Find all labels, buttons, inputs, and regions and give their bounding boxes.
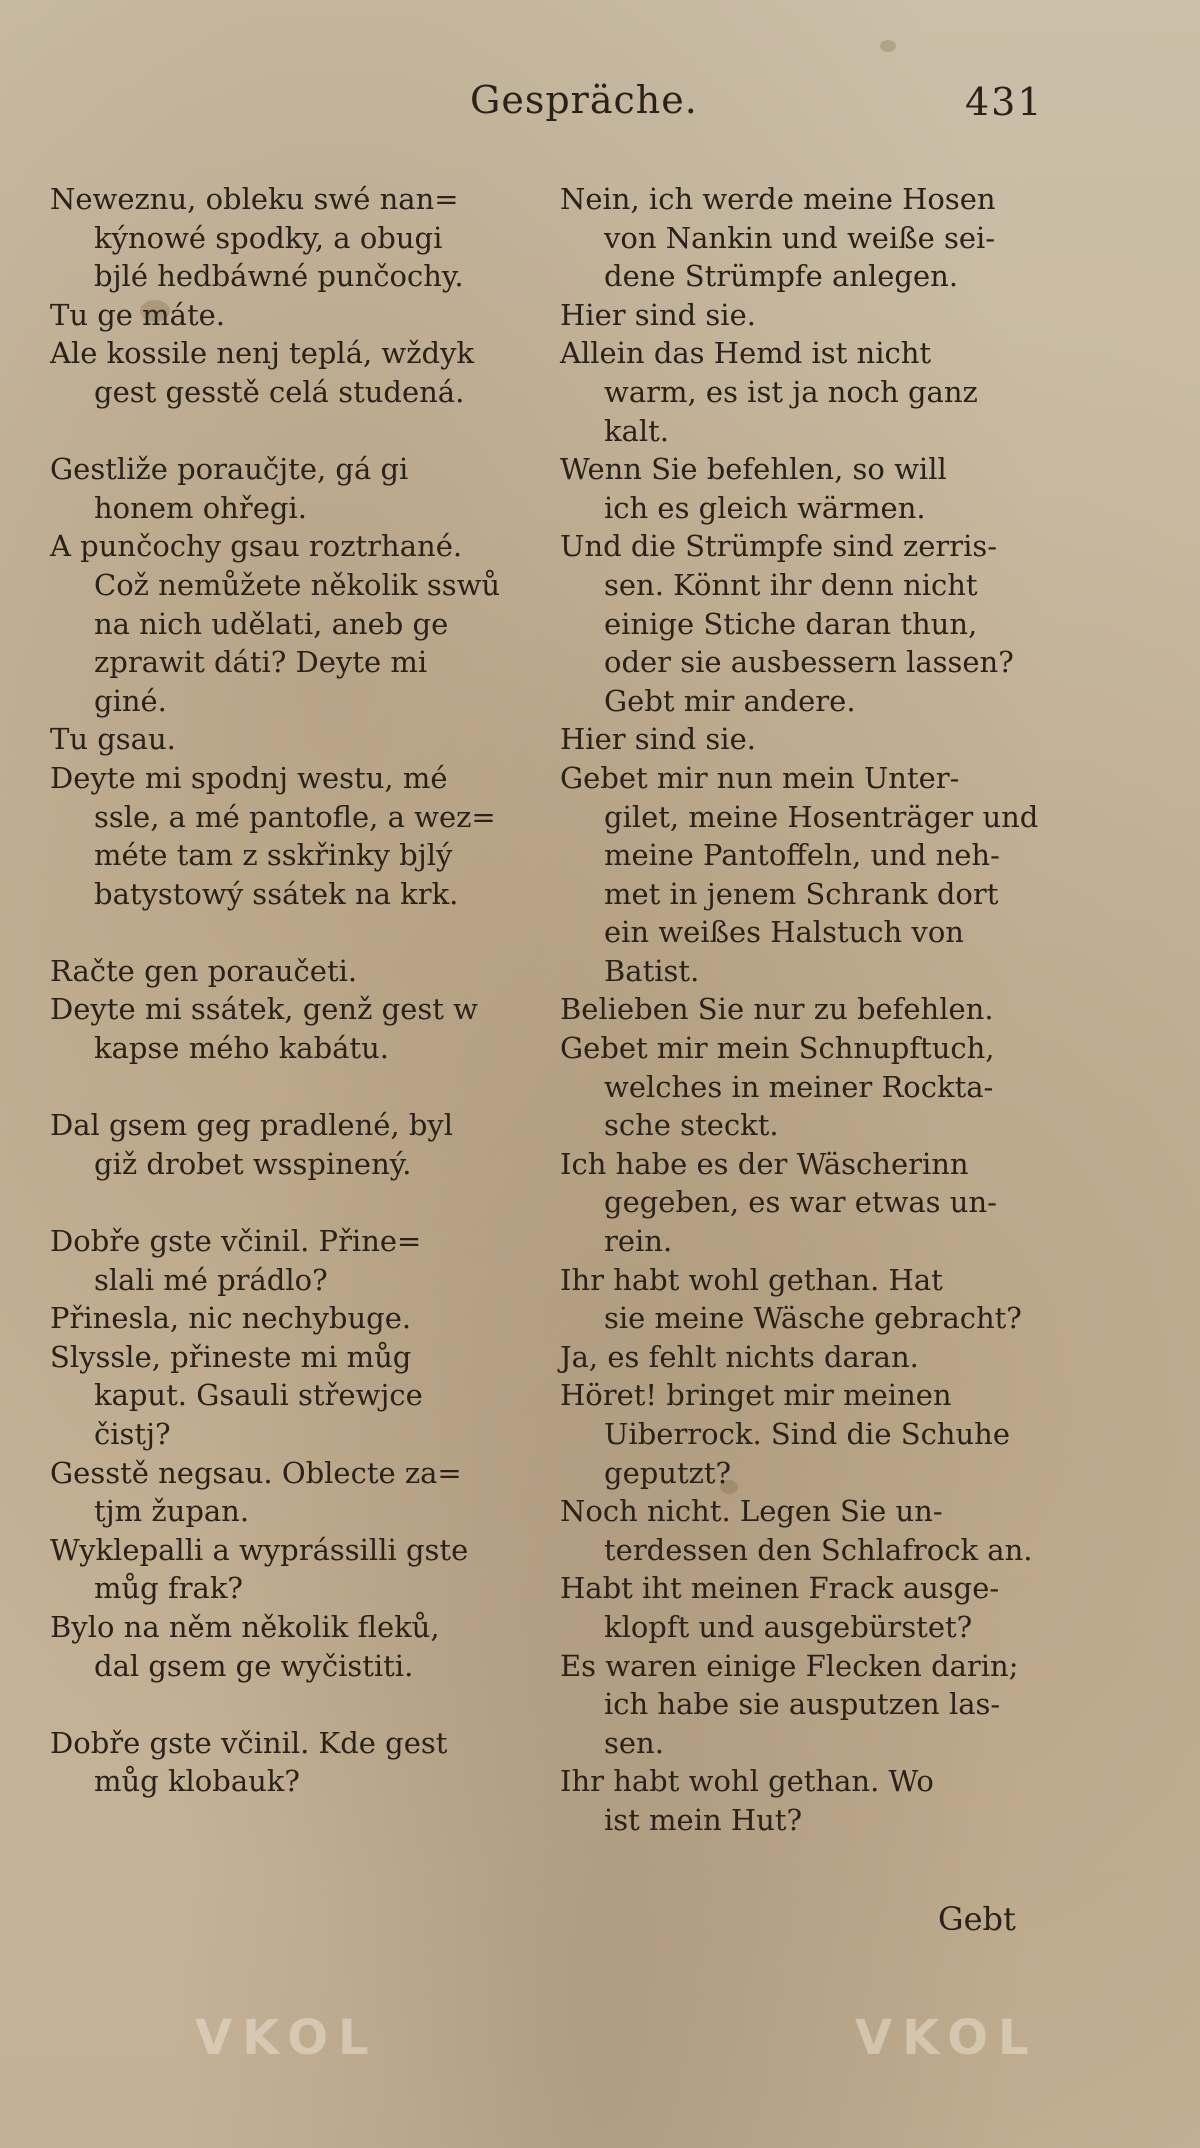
catchword: Gebt — [938, 1900, 1016, 1938]
right-text-line: Nein, ich werde meine Hosen — [560, 182, 996, 216]
left-text-line — [50, 1183, 558, 1222]
right-text-line: ich habe sie ausputzen las- — [604, 1687, 1001, 1722]
left-text-line: Dal gsem geg pradlené, byl — [50, 1108, 454, 1143]
left-text-line: Gestliže poraučjte, gá gi — [50, 452, 409, 487]
left-text-line: Což nemůžete několik sswů — [94, 567, 501, 602]
left-text-line: méte tam z sskřinky bjlý — [94, 838, 453, 873]
right-text-line: gegeben, es war etwas un- — [604, 1185, 997, 1220]
right-text-line: sche steckt. — [604, 1108, 779, 1143]
running-title: Gespräche. — [470, 78, 698, 122]
left-text-line: Bylo na něm několik fleků, — [50, 1609, 440, 1644]
right-text-line: ich es gleich wärmen. — [604, 490, 926, 525]
left-text-line: Deyte mi ssátek, genž gest w — [50, 992, 478, 1027]
left-text-line: ssle, a mé pantofle, a wez= — [94, 799, 496, 834]
left-text-line: batystowý ssátek na krk. — [94, 876, 459, 911]
right-text-line: Noch nicht. Legen Sie un- — [560, 1494, 943, 1529]
german-column — [560, 180, 1055, 1840]
left-text-line: na nich udělati, aneb ge — [94, 606, 449, 641]
left-text-line: můg frak? — [94, 1571, 243, 1606]
right-text-line: Habt iht meinen Frack ausge- — [560, 1571, 1000, 1606]
watermark-right: VKOL — [855, 2010, 1039, 2066]
right-text-line: sen. Könnt ihr denn nicht — [604, 567, 978, 602]
right-text-line: Hier sind sie. — [560, 297, 756, 332]
right-text-line: ein weißes Halstuch von — [604, 915, 964, 950]
left-text-line: Wyklepalli a wyprássilli gste — [50, 1532, 469, 1567]
right-text-line: Batist. — [604, 953, 700, 988]
right-text-line: Und die Strümpfe sind zerris- — [560, 529, 998, 564]
right-text-line: Gebet mir mein Schnupftuch, — [560, 1031, 995, 1066]
left-text-line: zprawit dáti? Deyte mi — [94, 645, 428, 680]
right-text-line: terdessen den Schlafrock an. — [604, 1532, 1033, 1567]
left-text-line: můg klobauk? — [94, 1764, 300, 1799]
right-text-line: Gebet mir nun mein Unter- — [560, 760, 960, 795]
right-text-line: met in jenem Schrank dort — [604, 876, 999, 911]
watermark-left: VKOL — [195, 2010, 379, 2066]
left-text-line: Tu gsau. — [50, 722, 176, 757]
left-text-line — [50, 1685, 558, 1724]
right-text-line: Ja, es fehlt nichts daran. — [560, 1339, 919, 1374]
right-text-line: warm, es ist ja noch ganz — [604, 374, 978, 409]
right-text-line: dene Strümpfe anlegen. — [604, 259, 959, 294]
left-text-line: kaput. Gsauli střewjce — [94, 1378, 423, 1413]
left-text-line: Přinesla, nic nechybuge. — [50, 1301, 412, 1336]
right-text-line: Uiberrock. Sind die Schuhe — [604, 1417, 1010, 1451]
right-text-line: Belieben Sie nur zu befehlen. — [560, 992, 994, 1027]
right-text-line: kalt. — [604, 413, 670, 448]
right-text-line: Wenn Sie befehlen, so will — [560, 452, 947, 487]
left-text-line: kapse mého kabátu. — [94, 1031, 389, 1066]
left-text-line — [50, 913, 558, 952]
right-text-line: Allein das Hemd ist nicht — [560, 336, 932, 371]
left-text-line: čistj? — [94, 1417, 171, 1451]
right-text-line: meine Pantoffeln, und neh- — [604, 838, 1000, 873]
right-text-line: ist mein Hut? — [604, 1802, 803, 1837]
right-text-line: Höret! bringet mir meinen — [560, 1378, 952, 1413]
page-number: 431 — [965, 80, 1044, 124]
left-text-line: slali mé prádlo? — [94, 1262, 328, 1297]
right-text-line: Es waren einige Flecken darin; — [560, 1648, 1019, 1683]
left-text-line: tjm župan. — [94, 1494, 250, 1529]
left-text-line: gest gesstě celá studená. — [94, 374, 465, 409]
left-text-line: Tu ge máte. — [50, 297, 226, 332]
left-text-line: kýnowé spodky, a obugi — [94, 220, 443, 255]
right-text-line: Hier sind sie. — [560, 722, 756, 757]
right-text-line: Ihr habt wohl gethan. Wo — [560, 1764, 934, 1799]
right-text-line: klopft und ausgebürstet? — [604, 1609, 973, 1644]
right-text-line: Gebt mir andere. — [604, 683, 856, 718]
right-text-line: oder sie ausbessern lassen? — [604, 645, 1014, 680]
paper-stain — [880, 40, 896, 52]
left-text-line: bjlé hedbáwné punčochy. — [94, 259, 464, 294]
left-text-line: giž drobet wsspinený. — [94, 1146, 412, 1181]
left-text-line: Ale kossile nenj teplá, wždyk — [50, 336, 475, 371]
right-text-line: welches in meiner Rockta- — [604, 1069, 994, 1104]
right-text-line: einige Stiche daran thun, — [604, 606, 978, 641]
left-text-line: honem ohřegi. — [94, 490, 307, 525]
right-text-line: gilet, meine Hosenträger und — [604, 799, 1039, 834]
left-text-line: Gesstě negsau. Oblecte za= — [50, 1455, 462, 1490]
left-text-line: A punčochy gsau roztrhané. — [50, 529, 463, 564]
left-text-line: dal gsem ge wyčistiti. — [94, 1648, 414, 1683]
page-header — [0, 78, 1200, 138]
left-text-line: Deyte mi spodnj westu, mé — [50, 760, 448, 795]
left-text-line: giné. — [94, 683, 167, 718]
right-text-line: rein. — [604, 1224, 673, 1259]
right-text-line: von Nankin und weiße sei- — [604, 220, 996, 255]
right-text-line: sen. — [604, 1725, 664, 1760]
right-text-line: geputzt? — [604, 1455, 732, 1490]
right-text-line: sie meine Wäsche gebracht? — [604, 1301, 1022, 1336]
left-text-line: Neweznu, obleku swé nan= — [50, 182, 459, 216]
left-text-line: Dobře gste včinil. Kde gest — [50, 1725, 448, 1760]
right-text-line: Ihr habt wohl gethan. Hat — [560, 1262, 943, 1297]
left-text-line — [50, 412, 558, 451]
czech-column — [50, 180, 558, 1801]
left-text-line: Slyssle, přineste mi můg — [50, 1339, 412, 1374]
left-text-line: Dobře gste včinil. Přine= — [50, 1224, 422, 1259]
right-text-line: Ich habe es der Wäscherinn — [560, 1146, 969, 1181]
left-text-line: Račte gen poraučeti. — [50, 953, 358, 988]
left-text-line — [50, 1068, 558, 1107]
